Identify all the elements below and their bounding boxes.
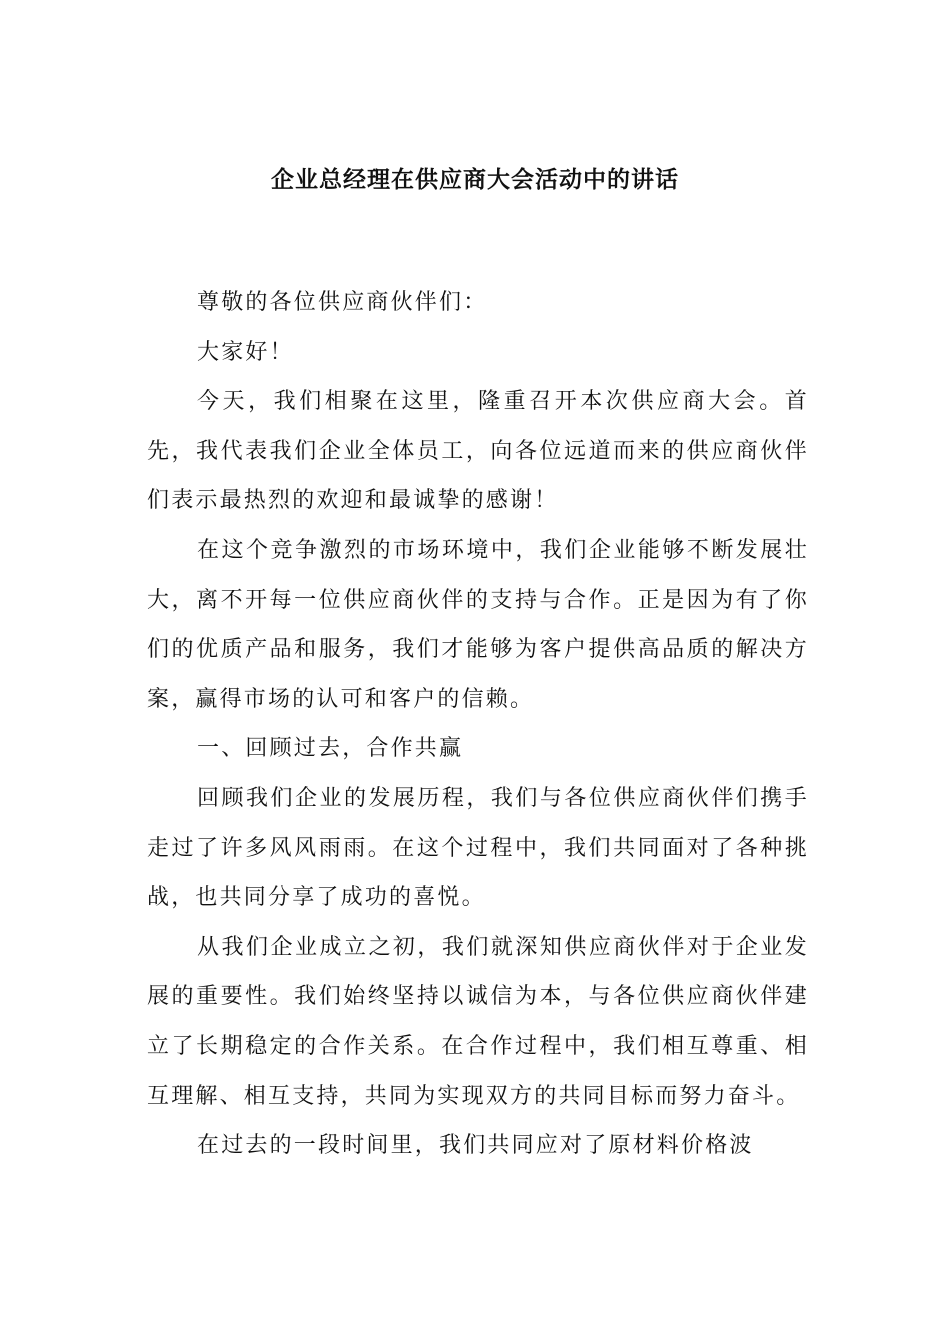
paragraph-welcome: 今天，我们相聚在这里，隆重召开本次供应商大会。首先，我代表我们企业全体员工，向各位远道而来的供应商伙伴们表示最热烈的欢迎和最诚挚的感谢！ xyxy=(147,389,809,514)
section-heading-review: 一、回顾过去，合作共赢 xyxy=(197,736,464,762)
document-title: 企业总经理在供应商大会活动中的讲话 xyxy=(271,167,679,193)
document-body xyxy=(147,278,809,1171)
paragraph-market: 在这个竞争激烈的市场环境中，我们企业能够不断发展壮大，离不开每一位供应商伙伴的支持与合作。正是因为有了你们的优质产品和服务，我们才能够为客户提供高品质的解决方案，赢得市场的认可和客户的信赖。 xyxy=(147,537,809,712)
salutation: 尊敬的各位供应商伙伴们： xyxy=(197,290,488,315)
paragraph-challenges: 在过去的一段时间里，我们共同应对了原材料价格波 xyxy=(197,1133,754,1159)
greeting: 大家好！ xyxy=(197,339,294,365)
paragraph-founding: 从我们企业成立之初，我们就深知供应商伙伴对于企业发展的重要性。我们始终坚持以诚信为本，与各位供应商伙伴建立了长期稳定的合作关系。在合作过程中，我们相互尊重、相互理解、相互支持，共同为实现双方的共同目标而努力奋斗。 xyxy=(147,934,809,1109)
paragraph-history: 回顾我们企业的发展历程，我们与各位供应商伙伴们携手走过了许多风风雨雨。在这个过程中，我们共同面对了各种挑战，也共同分享了成功的喜悦。 xyxy=(147,785,809,911)
